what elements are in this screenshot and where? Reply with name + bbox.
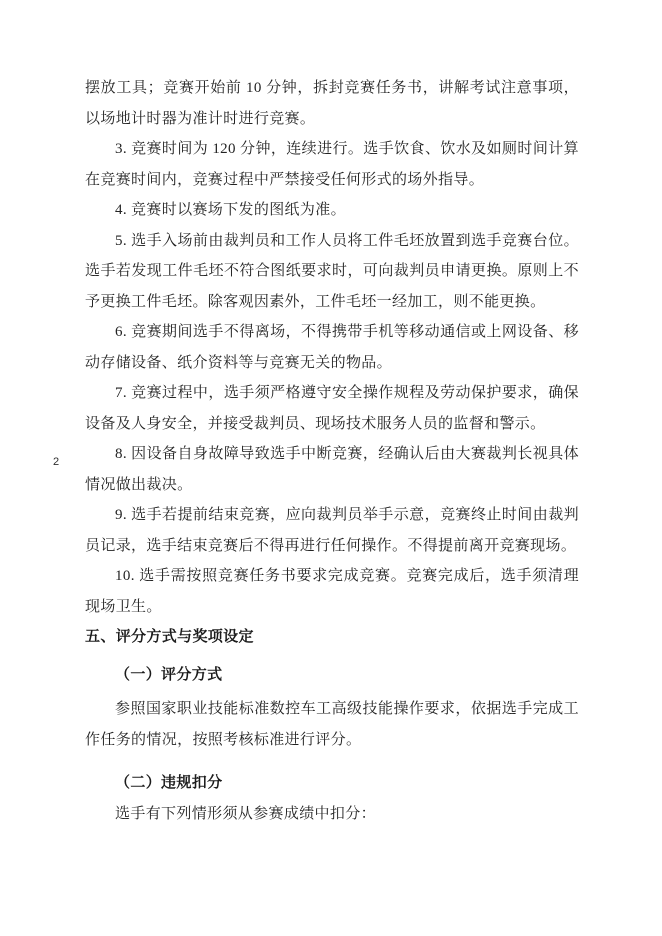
paragraph-scoring-method-body: 参照国家职业技能标准数控车工高级技能操作要求，依据选手完成工作任务的情况，按照考核标准进行评分。 <box>85 701 579 748</box>
numbered-item-7: 7. 竞赛过程中，选手须严格遵守安全操作规程及劳动保护要求，确保设备及人身安全，并接受裁判员、现场技术服务人员的监督和警示。 <box>85 385 579 432</box>
subsection-heading-violation-deduction: （二）违规扣分 <box>115 775 223 791</box>
numbered-item-9: 9. 选手若提前结束竞赛，应向裁判员举手示意，竞赛终止时间由裁判员记录，选手结束竞赛后不得再进行任何操作。不得提前离开竞赛现场。 <box>85 507 579 554</box>
numbered-item-10: 10. 选手需按照竞赛任务书要求完成竞赛。竞赛完成后，选手须清理现场卫生。 <box>85 568 579 615</box>
document-content <box>85 73 579 829</box>
numbered-item-5: 5. 选手入场前由裁判员和工作人员将工件毛坯放置到选手竞赛台位。选手若发现工件毛坯不符合图纸要求时，可向裁判员申请更换。原则上不予更换工件毛坯。除客观因素外，工件毛坯一经加工，则不能更换。 <box>85 232 579 310</box>
numbered-item-8: 8. 因设备自身故障导致选手中断竞赛，经确认后由大赛裁判长视具体情况做出裁决。 <box>85 446 579 493</box>
numbered-item-4: 4. 竞赛时以赛场下发的图纸为准。 <box>115 202 346 218</box>
numbered-item-3: 3. 竞赛时间为 120 分钟，连续进行。选手饮食、饮水及如厕时间计算在竞赛时间内，竞赛过程中严禁接受任何形式的场外指导。 <box>85 141 579 188</box>
paragraph-continuation: 摆放工具；竞赛开始前 10 分钟，拆封竞赛任务书，讲解考试注意事项，以场地计时器为准计时进行竞赛。 <box>85 80 579 127</box>
paragraph-violation-deduction-intro: 选手有下列情形须从参赛成绩中扣分： <box>115 805 376 822</box>
section-heading-scoring-and-awards: 五、评分方式与奖项设定 <box>85 629 254 645</box>
numbered-item-6: 6. 竞赛期间选手不得离场，不得携带手机等移动通信或上网设备、移动存储设备、纸介资料等与竞赛无关的物品。 <box>85 324 579 371</box>
page-margin-number: 2 <box>53 456 60 468</box>
subsection-heading-scoring-method: （一）评分方式 <box>115 666 223 683</box>
